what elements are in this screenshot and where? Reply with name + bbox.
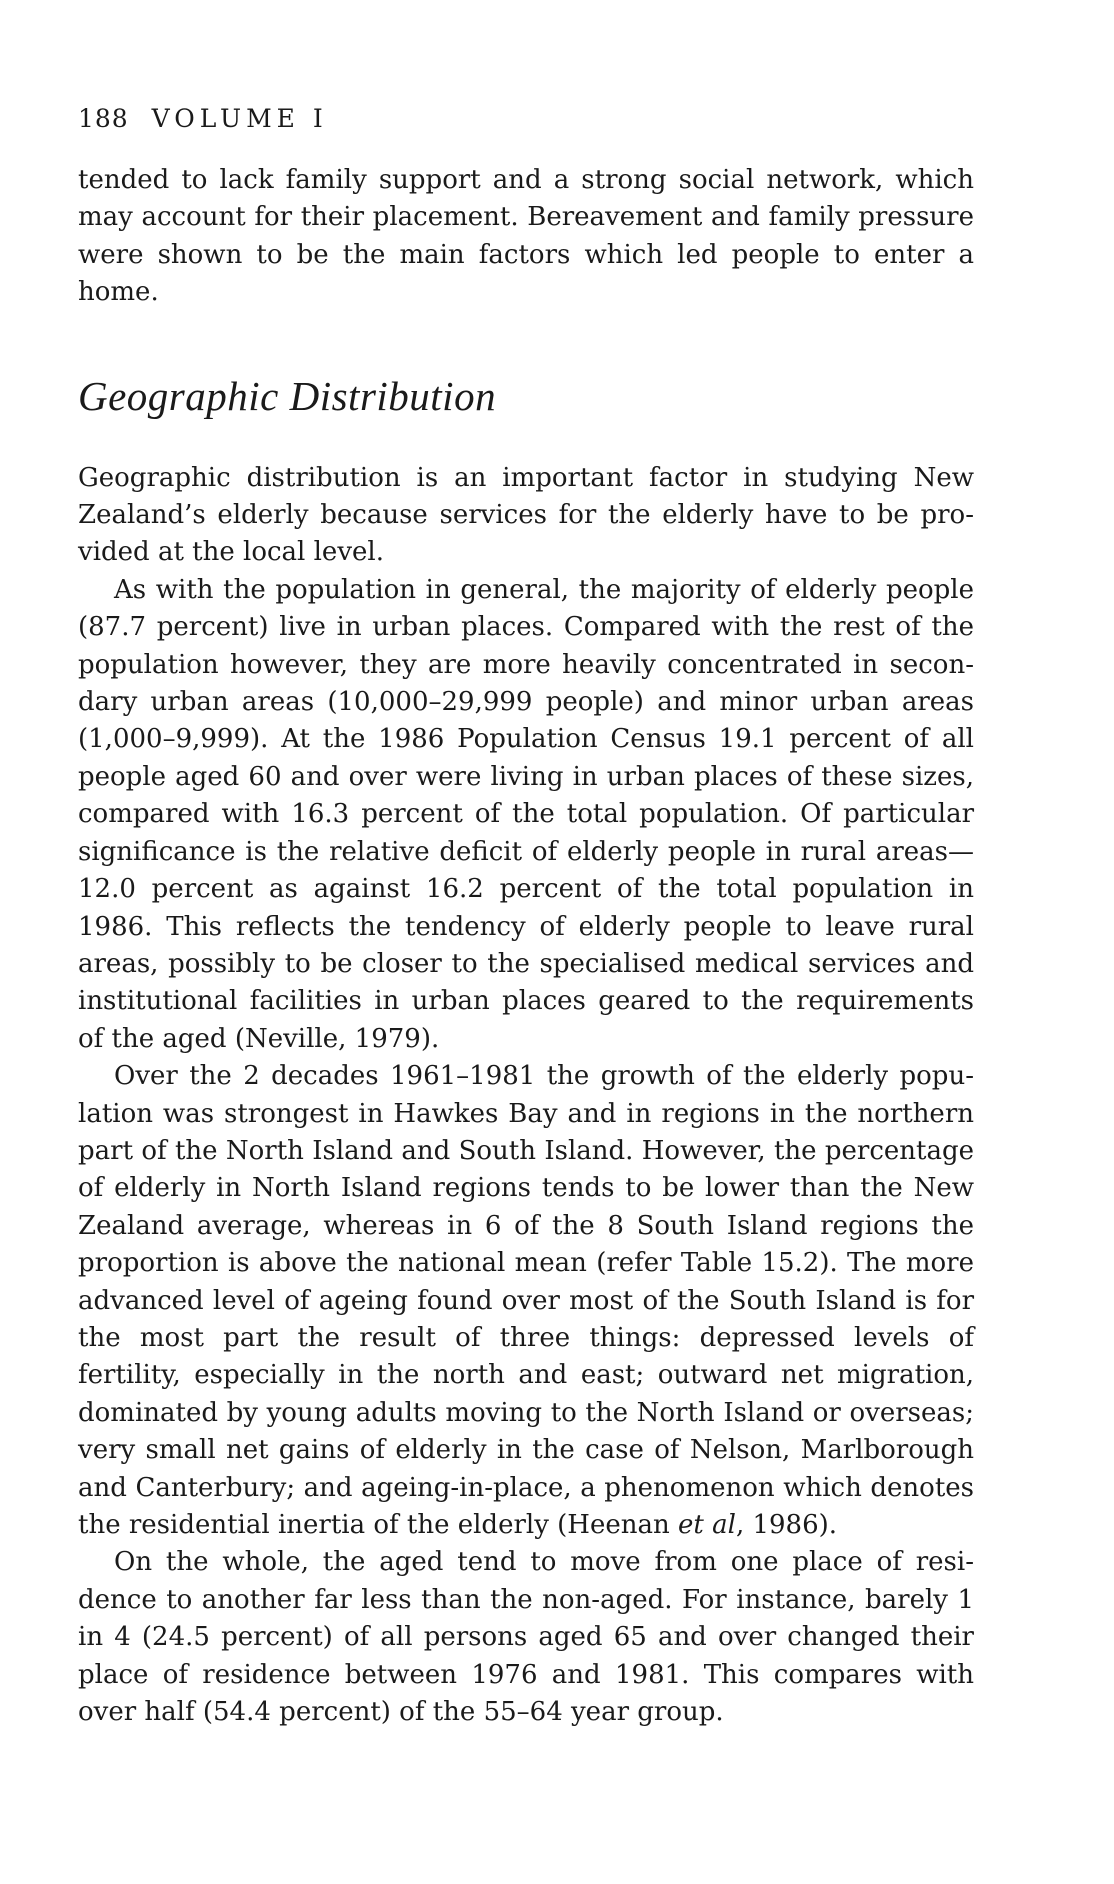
- paragraph-intro: Geographic distribution is an important factor in studying New Zealand’s elderly because services for the elderly have to be provided at the local level.: [78, 462, 974, 568]
- section-heading: Geographic Distribution: [78, 372, 497, 419]
- volume-label: VOLUME I: [151, 104, 328, 133]
- paragraph-regions: [78, 1058, 974, 1544]
- paragraph-continued: tended to lack family support and a strong social network, which may account for their placement. Bereavement and family pressure were shown to be the main factors which led people to enter a home.: [78, 165, 974, 308]
- paragraph-regions-text: Over the 2 decades 1961–1981 the growth of the elderly population was strongest in Hawkes Bay and in regions in the northern part of the North Island and South Island. However, the percentage of elderly in North Island regions tends to be lower than the New Zealand average, whereas in 6 of the 8 South Island regions the proportion is above the national mean (refer Table 15.2). The more advanced level of ageing found over most of the South Island is for the most part the result of three things: depressed levels of fertility, especially in the north and east; outward net migration, dominated by young adults moving to the North Island or overseas; very small net gains of elderly in the case of Nelson, Marlborough and Canterbury; and ageing-in-place, a phenomenon which denotes the residential inertia of the elderly (Heenan: [78, 1061, 974, 1540]
- book-page: [78, 104, 974, 1731]
- paragraph-regions-text-end: , 1986).: [735, 1510, 838, 1540]
- paragraph-mobility: On the whole, the aged tend to move from one place of residence to another far less than the non-aged. For instance, barely 1 in 4 (24.5 percent) of all persons aged 65 and over changed their place of residence between 1976 and 1981. This compares with over half (54.4 percent) of the 55–64 year group.: [78, 1547, 974, 1728]
- running-head: [78, 104, 974, 134]
- page-number: 188: [78, 104, 129, 133]
- paragraph-regions-citation-etal: et al: [678, 1510, 736, 1540]
- paragraph-urban: As with the population in general, the majority of elderly people (87.7 percent) live in urban places. Compared with the rest of the population however, they are more heavily concentrated in secondary urban areas (10,000–29,999 people) and minor urban areas (1,000–9,999). At the 1986 Population Census 19.1 percent of all people aged 60 and over were living in urban places of these sizes, compared with 16.3 percent of the total population. Of particular significance is the relative deficit of elderly people in rural areas—12.0 percent as against 16.2 percent of the total population in 1986. This reflects the tendency of elderly people to leave rural areas, possibly to be closer to the specialised medical services and institutional facilities in urban places geared to the requirements of the aged (Neville, 1979).: [78, 574, 974, 1054]
